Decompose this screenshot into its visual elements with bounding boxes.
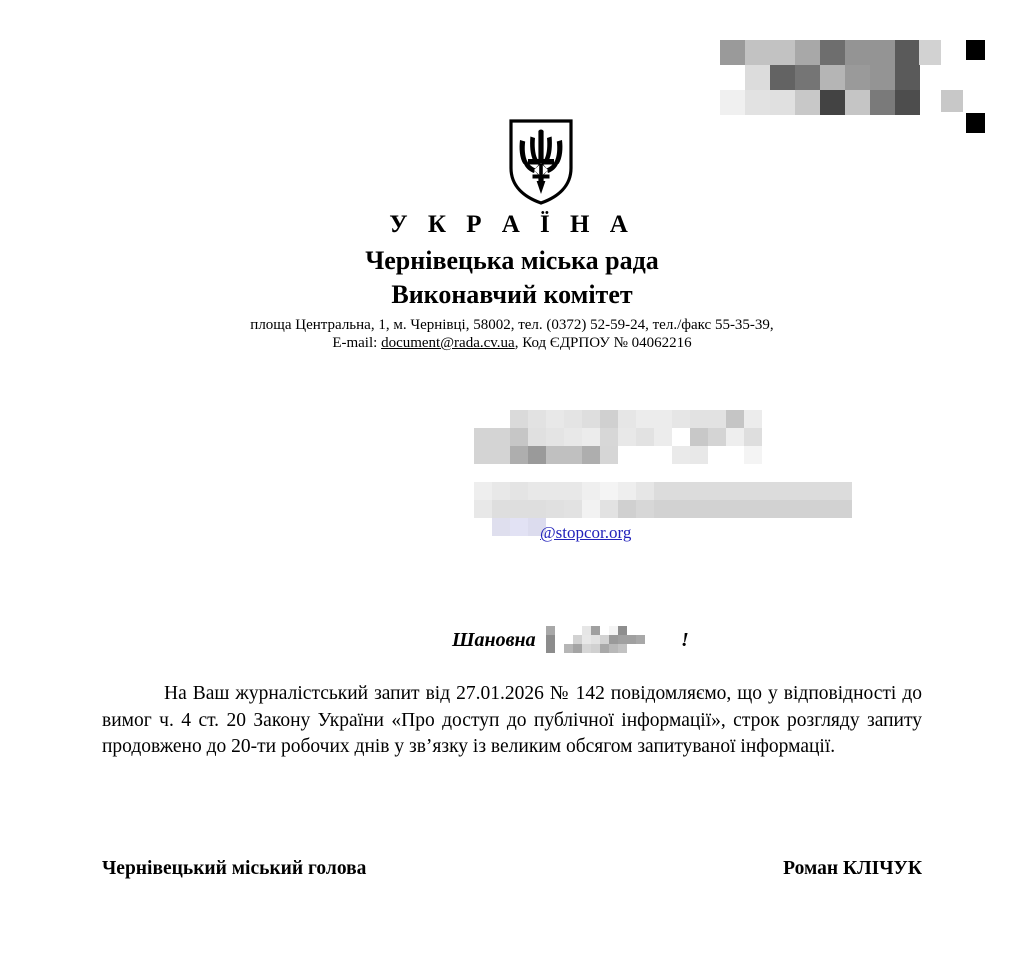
redaction-cell [582,626,591,635]
redaction-cell [895,40,920,65]
organization-email-link[interactable]: document@rada.cv.ua [381,335,515,351]
redaction-cell [708,500,726,518]
redaction-cell [564,446,582,464]
redaction-cell [770,65,795,90]
salutation-exclamation: ! [681,629,689,651]
redaction-cell [795,65,820,90]
redaction-cell [600,644,609,653]
redaction-cell [546,626,555,635]
redaction-cell [870,90,895,115]
redaction-cell [744,428,762,446]
redaction-cell [564,644,573,653]
redaction-cell [672,410,690,428]
redaction-cell [600,635,609,644]
redaction-cell [600,410,618,428]
redaction-cell [780,482,798,500]
redacted-recipient-name [546,626,654,653]
redaction-cell [834,482,852,500]
redaction-cell [528,428,546,446]
redaction-cell [690,500,708,518]
redaction-cell [690,410,708,428]
signature-title: Чернівецький міський голова [102,858,367,879]
redaction-cell [492,500,510,518]
redaction-cell [816,500,834,518]
redaction-cell [744,500,762,518]
redaction-cell [618,644,627,653]
redaction-cell [546,500,564,518]
redaction-cell [672,500,690,518]
redaction-cell [474,446,492,464]
redaction-cell [618,626,627,635]
redaction-cell [492,446,510,464]
redaction-cell [870,65,895,90]
redaction-cell [618,500,636,518]
redaction-cell [582,410,600,428]
redaction-cell [654,482,672,500]
redaction-cell [564,410,582,428]
redacted-stamp-top-right [720,40,920,115]
redaction-cell [618,635,627,644]
redaction-cell [744,410,762,428]
redaction-cell [834,500,852,518]
redacted-block-small-c [941,90,963,112]
redaction-cell [600,446,618,464]
redaction-cell [845,40,870,65]
salutation-label: Шановна [452,629,536,651]
redaction-cell [492,428,510,446]
redaction-cell [582,635,591,644]
organization-heading-line1: Чернівецька міська рада [365,246,659,275]
redaction-cell [726,410,744,428]
redaction-cell [720,90,745,115]
edrpou-code: , Код ЄДРПОУ № 04062216 [514,335,692,351]
redaction-cell [762,500,780,518]
recipient-email-link[interactable]: @stopcor.org [540,523,632,542]
redaction-cell [870,40,895,65]
redaction-cell [618,410,636,428]
redaction-cell [654,428,672,446]
redaction-cell [609,626,618,635]
redaction-cell [895,90,920,115]
redaction-cell [627,635,636,644]
signature-name: Роман КЛІЧУК [783,858,922,879]
redaction-cell [726,500,744,518]
redaction-cell [582,428,600,446]
redaction-cell [654,500,672,518]
redaction-cell [845,90,870,115]
redaction-cell [600,428,618,446]
redaction-cell [573,635,582,644]
redaction-cell [600,482,618,500]
redaction-cell [720,40,745,65]
redaction-cell [672,482,690,500]
redaction-cell [795,90,820,115]
redaction-cell [474,500,492,518]
redaction-cell [820,65,845,90]
redaction-cell [528,482,546,500]
redaction-cell [528,410,546,428]
redaction-cell [798,500,816,518]
redaction-cell [618,428,636,446]
redaction-cell [591,626,600,635]
redaction-cell [546,635,555,644]
redaction-cell [582,500,600,518]
redaction-cell [780,500,798,518]
redaction-cell [492,482,510,500]
redaction-cell [745,65,770,90]
redaction-cell [591,644,600,653]
redaction-cell [845,65,870,90]
redaction-cell [510,446,528,464]
redaction-cell [690,482,708,500]
redaction-cell [636,428,654,446]
redaction-cell [816,482,834,500]
redaction-cell [582,482,600,500]
redaction-cell [528,446,546,464]
redaction-cell [672,446,690,464]
redaction-cell [609,635,618,644]
redaction-cell [546,482,564,500]
redaction-cell [609,644,618,653]
redaction-cell [546,644,555,653]
redaction-cell [474,482,492,500]
redacted-recipient-address [470,410,890,550]
redaction-cell [474,428,492,446]
redaction-cell [654,410,672,428]
redaction-cell [820,40,845,65]
contact-line [0,334,1024,353]
redaction-cell [510,518,528,536]
redaction-cell [820,90,845,115]
redaction-cell [745,90,770,115]
redaction-cell [708,410,726,428]
redaction-cell [690,446,708,464]
redacted-block-small-b [941,65,963,90]
country-heading: У К Р А Ї Н А [389,211,635,238]
redaction-cell [636,410,654,428]
redaction-cell [582,644,591,653]
redaction-cell [600,500,618,518]
redaction-cell [582,446,600,464]
email-label: E-mail: [332,335,382,351]
ukraine-coat-of-arms-icon [508,118,574,206]
redaction-cell [770,40,795,65]
redaction-cell [895,65,920,90]
redaction-cell [690,428,708,446]
redaction-cell [564,428,582,446]
redaction-cell [762,482,780,500]
redaction-cell [546,410,564,428]
redaction-cell [708,428,726,446]
redaction-cell [546,428,564,446]
redaction-cell [492,518,510,536]
redaction-cell [510,482,528,500]
redaction-cell [795,40,820,65]
redaction-cell [546,446,564,464]
redaction-cell [510,428,528,446]
redaction-cell [798,482,816,500]
redaction-cell [510,410,528,428]
redacted-block-black-bottom [966,113,985,133]
redaction-cell [720,65,745,90]
signature-row [102,858,922,880]
redaction-cell [591,635,600,644]
redaction-cell [744,446,762,464]
redaction-cell [744,482,762,500]
redaction-cell [636,635,645,644]
redaction-cell [636,482,654,500]
redaction-cell [770,90,795,115]
redacted-block-black-top [966,40,985,60]
redaction-cell [564,500,582,518]
address-line: площа Центральна, 1, м. Чернівці, 58002, тел. (0372) 52-59-24, тел./факс 55-35-39, [250,317,774,333]
redaction-cell [573,644,582,653]
redaction-cell [528,500,546,518]
redaction-cell [726,482,744,500]
redaction-cell [708,482,726,500]
redaction-cell [618,482,636,500]
redaction-cell [636,500,654,518]
redaction-cell [745,40,770,65]
redaction-cell [510,500,528,518]
organization-heading-line2: Виконавчий комітет [391,280,633,309]
redacted-block-small-a [919,40,941,65]
body-paragraph: На Ваш журналістський запит від 27.01.2026 № 142 повідомляємо, що у відповідності до вимог ч. 4 ст. 20 Закону України «Про доступ до публічної інформації», строк розгляду запиту продовжено до 20-ти робочих днів у зв’язку із великим обсягом запитуваної інформації. [102,683,922,757]
redaction-cell [564,482,582,500]
redaction-cell [726,428,744,446]
